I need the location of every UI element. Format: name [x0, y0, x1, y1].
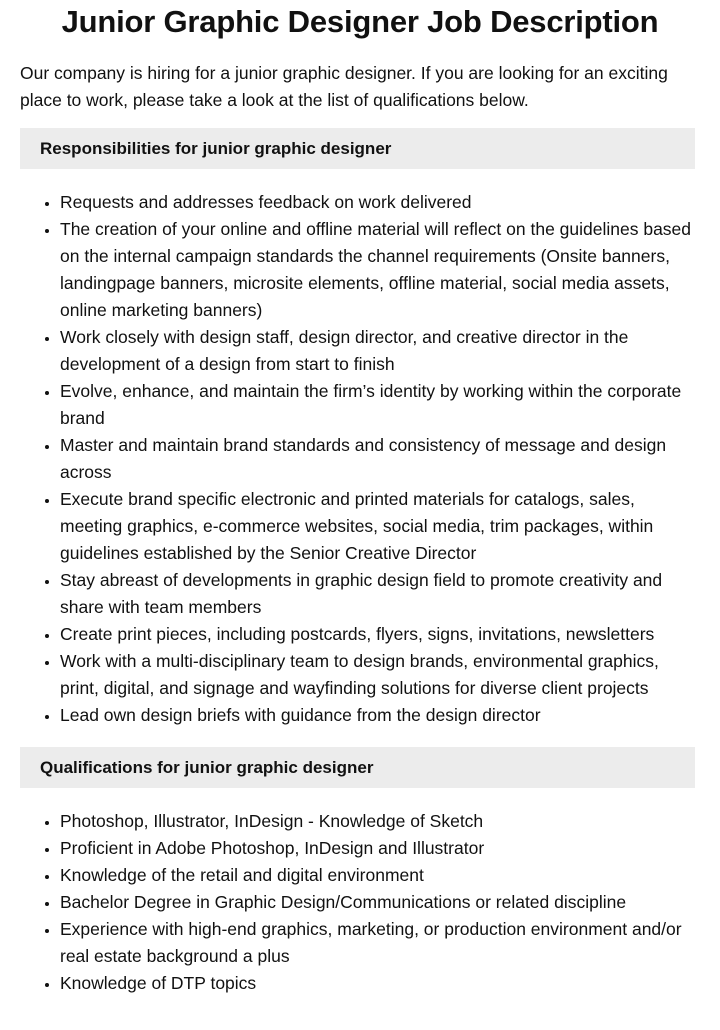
responsibilities-heading: Responsibilities for junior graphic designer [20, 128, 695, 169]
list-item: • The creation of your online and offline material will reflect on the guidelines based on the internal campaign standards the channel requirements (Onsite banners, landingpage banners, microsite elements, offline material, social media assets, online marketing banners) [60, 216, 700, 324]
list-item: • Experience with high-end graphics, marketing, or production environment and/or real estate background a plus [60, 916, 700, 970]
list-item: • Photoshop, Illustrator, InDesign - Knowledge of Sketch [60, 808, 700, 835]
list-item: • Create print pieces, including postcards, flyers, signs, invitations, newsletters [60, 621, 700, 648]
list-item: • Proficient in Adobe Photoshop, InDesign and Illustrator [60, 835, 700, 862]
list-item: • Bachelor Degree in Graphic Design/Communications or related discipline [60, 889, 700, 916]
list-item: • Execute brand specific electronic and printed materials for catalogs, sales, meeting graphics, e-commerce websites, social media, trim packages, within guidelines established by the Senior Creative Director [60, 486, 700, 567]
list-item: • Knowledge of DTP topics [60, 970, 700, 997]
list-item: • Master and maintain brand standards and consistency of message and design across [60, 432, 700, 486]
list-item: • Work closely with design staff, design director, and creative director in the development of a design from start to finish [60, 324, 700, 378]
list-item: • Evolve, enhance, and maintain the firm’s identity by working within the corporate brand [60, 378, 700, 432]
list-item: • Stay abreast of developments in graphic design field to promote creativity and share with team members [60, 567, 700, 621]
list-item: • Lead own design briefs with guidance from the design director [60, 702, 700, 729]
list-item: • Knowledge of the retail and digital environment [60, 862, 700, 889]
qualifications-heading: Qualifications for junior graphic designer [20, 747, 695, 788]
list-item: • Work with a multi-disciplinary team to design brands, environmental graphics, print, digital, and signage and wayfinding solutions for diverse client projects [60, 648, 700, 702]
list-item: • Requests and addresses feedback on work delivered [60, 189, 700, 216]
intro-paragraph: Our company is hiring for a junior graphic designer. If you are looking for an exciting place to work, please take a look at the list of qualifications below. [20, 63, 668, 110]
qualifications-list [0, 808, 700, 997]
responsibilities-list [0, 189, 700, 729]
page-title: Junior Graphic Designer Job Description [61, 4, 659, 39]
